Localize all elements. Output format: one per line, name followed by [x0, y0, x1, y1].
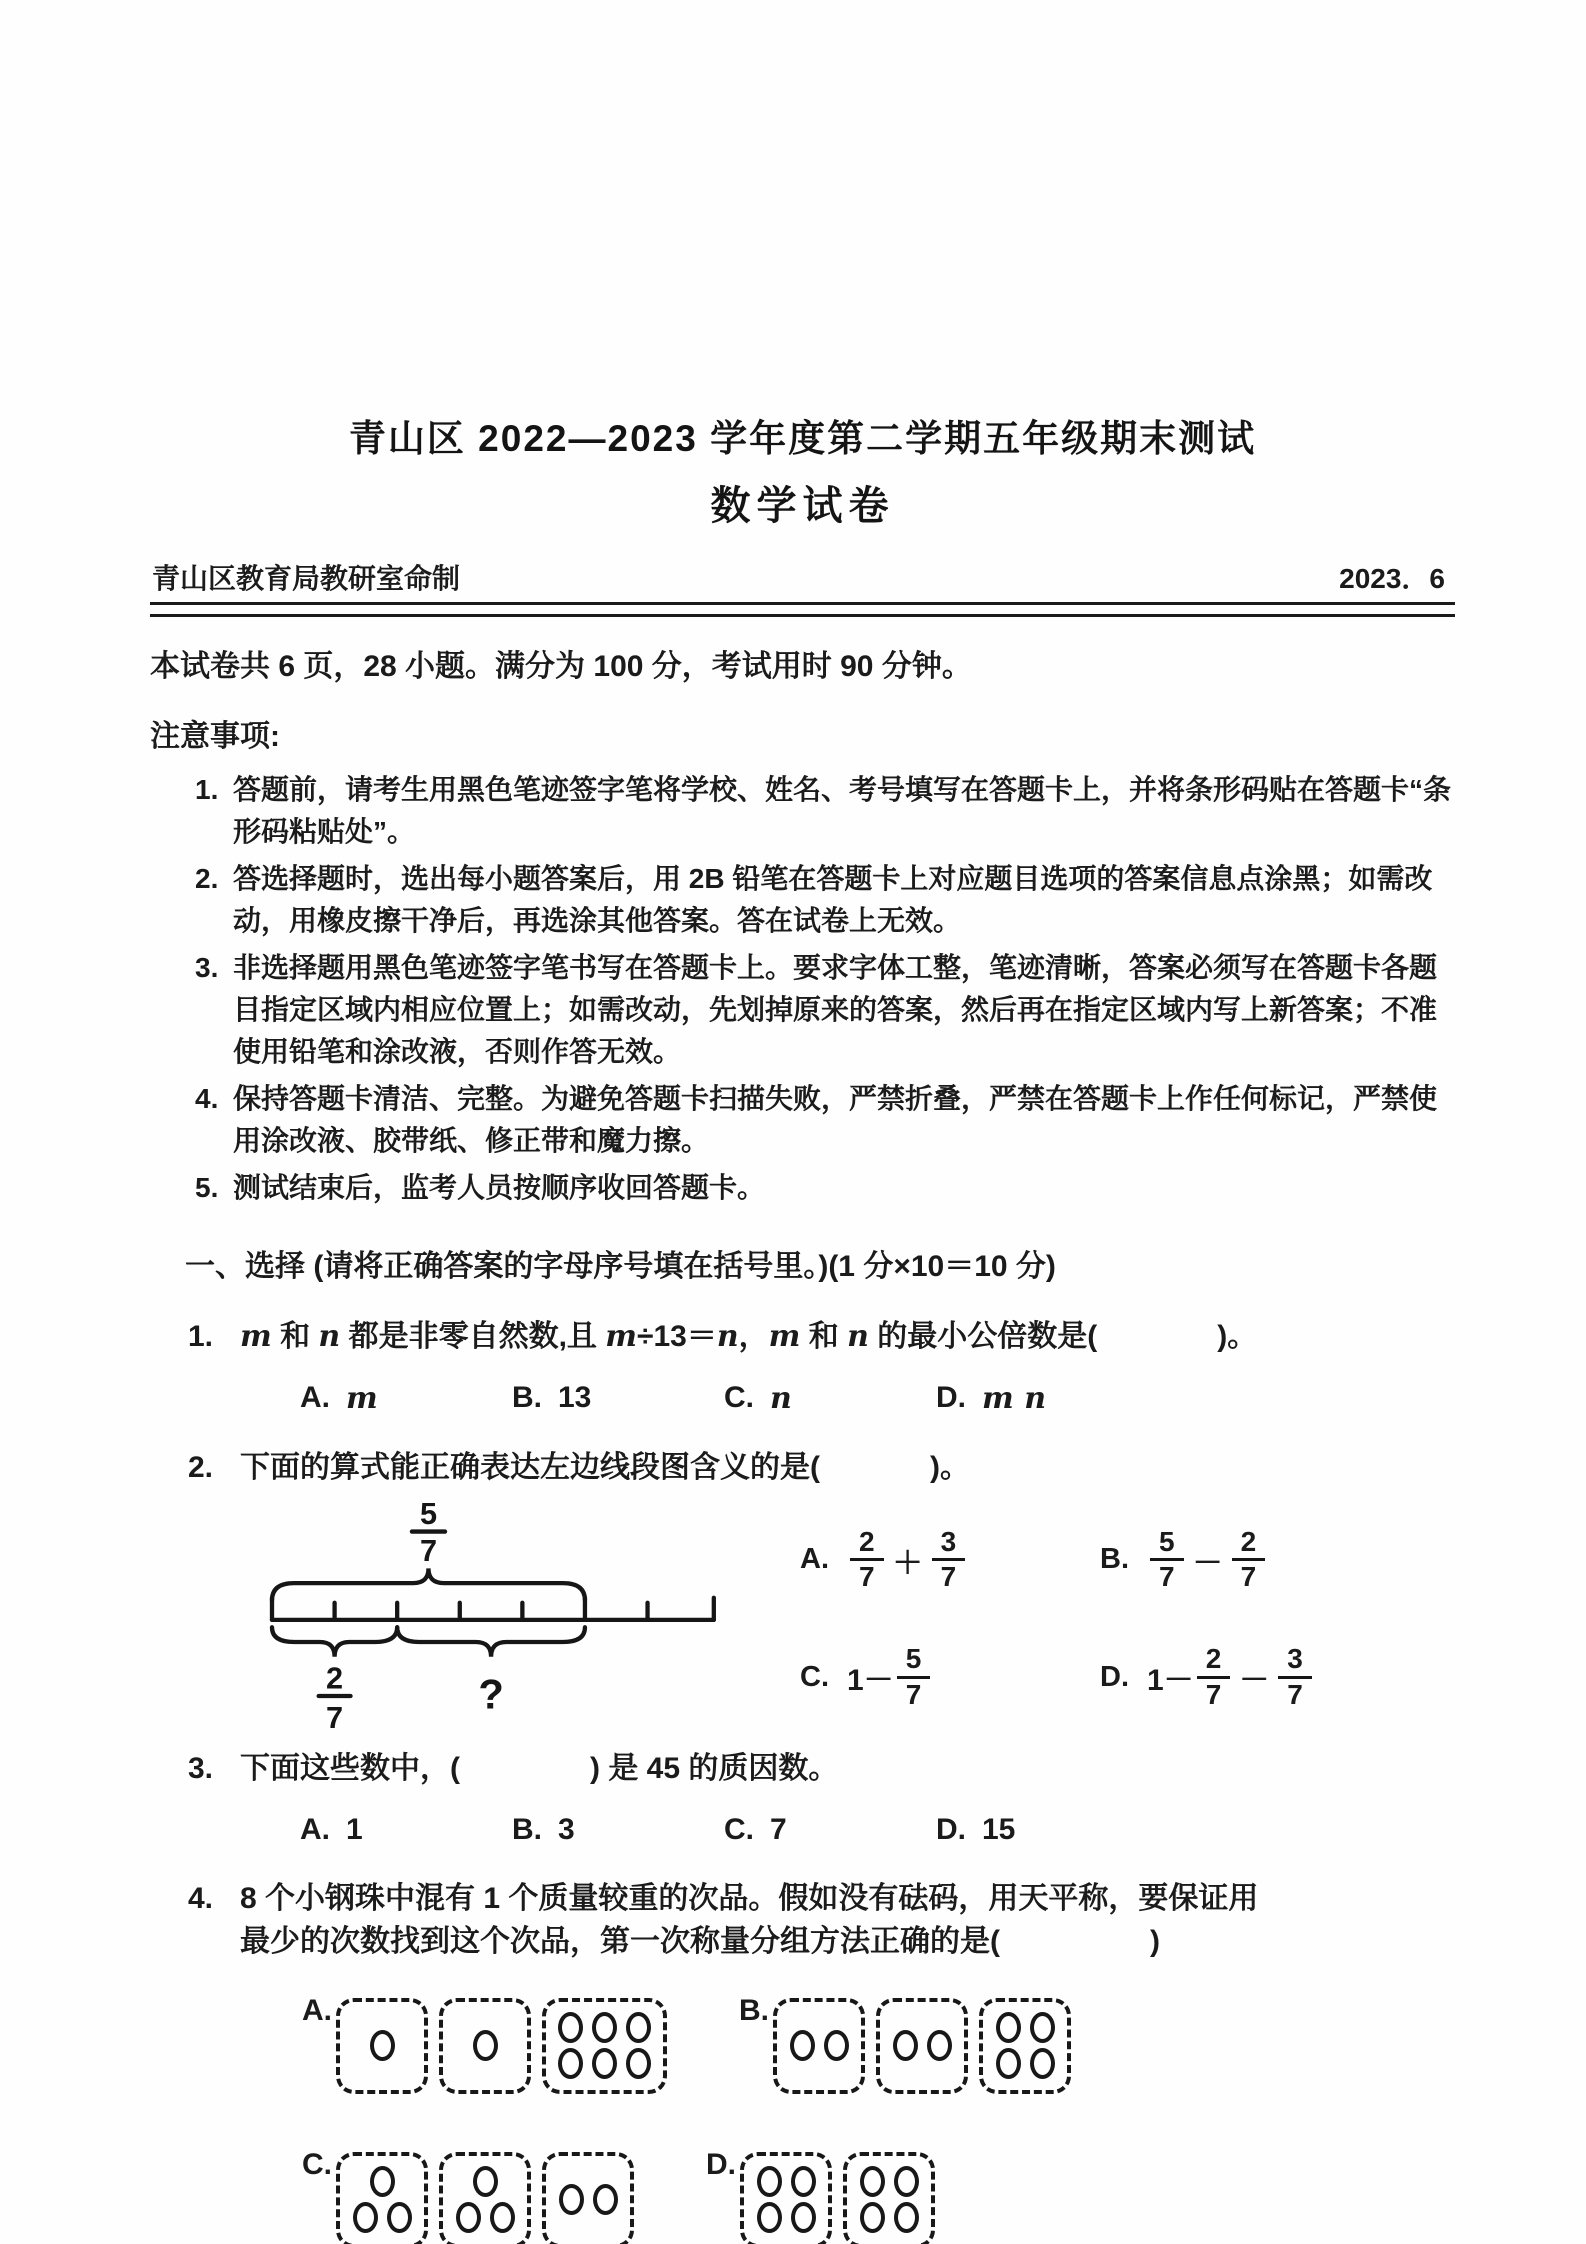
note-text: 测试结束后，监考人员按顺序收回答题卡。: [233, 1172, 766, 1203]
option-label: C.: [724, 1812, 754, 1846]
steel-ball: [893, 2030, 918, 2061]
steel-ball: [592, 2048, 617, 2079]
option-label: D.: [936, 1380, 966, 1414]
exam-date: 2023．6: [1339, 563, 1445, 594]
q2-option-a: [800, 1527, 1100, 1592]
text-segment: ，: [738, 1320, 769, 1353]
question-1-text: [240, 1320, 1097, 1353]
q4-option-group-d: [706, 2147, 935, 2244]
fraction: $\frac{3}{7}$: [1278, 1644, 1312, 1709]
dashed-group-box: [542, 2152, 634, 2244]
math-variable: m: [240, 1319, 272, 1354]
question-text: [240, 1877, 1455, 1964]
math-variable: m: [605, 1319, 637, 1354]
brace-left: [272, 1627, 397, 1656]
q4-option-group-a: [302, 1993, 667, 2094]
dashed-group-box: [773, 1998, 865, 2094]
ball-row: [370, 2030, 395, 2061]
dashed-group-box: [876, 1998, 968, 2094]
dashed-group-box: [542, 1998, 667, 2094]
option-label: B.: [512, 1812, 542, 1846]
note-text: 保持答题卡清洁、完整。为避免答题卡扫描失败，严禁折叠，严禁在答题卡上作任何标记，严禁使用涂改液、胶带纸、修正带和魔力擦。: [233, 1083, 1438, 1156]
paren-close: )。: [1217, 1320, 1258, 1353]
option-value: 15: [982, 1812, 1016, 1846]
steel-ball: [860, 2166, 885, 2197]
fraction: $\frac{5}{7}$: [897, 1644, 931, 1709]
option-label: B.: [1100, 1543, 1129, 1576]
ball-row: [996, 2048, 1055, 2079]
steel-ball: [626, 2012, 651, 2043]
option-d: [936, 1813, 1015, 1847]
q2-option-b: [1100, 1527, 1315, 1592]
question-3-text: 下面这些数中，(: [240, 1752, 460, 1785]
ball-row: [473, 2166, 498, 2197]
operator: ＋: [892, 1546, 923, 1580]
q2-option-d: [1100, 1644, 1315, 1709]
q4-group-label: C.: [302, 2147, 332, 2181]
option-d: [936, 1381, 1046, 1416]
operator: －: [1239, 1664, 1270, 1698]
brace-question: [397, 1627, 585, 1656]
steel-ball: [894, 2166, 919, 2197]
option-value: 1: [346, 1812, 363, 1846]
option-value: 7: [770, 1812, 787, 1846]
steel-ball: [757, 2202, 782, 2233]
note-item: [150, 1167, 1455, 1209]
q4-group-label: B.: [739, 1993, 769, 2027]
section-heading: 一、选择 (请将正确答案的字母序号填在括号里。)(1 分×10＝10 分): [185, 1250, 1056, 1283]
text-segment: 和: [800, 1320, 848, 1353]
text-segment: ÷13＝: [637, 1320, 717, 1353]
issuer-row: [150, 557, 1455, 605]
option-label: D.: [1100, 1660, 1129, 1693]
line-segment-diagram: [245, 1497, 785, 1733]
dashed-group-box: [336, 1998, 428, 2094]
steel-ball: [860, 2202, 885, 2233]
steel-ball: [592, 2012, 617, 2043]
steel-ball: [593, 2184, 618, 2215]
ball-row: [860, 2202, 919, 2233]
exam-subtitle: 数学试卷: [710, 484, 895, 528]
question-mark-label: ?: [478, 1670, 504, 1718]
dashed-group-box: [439, 1998, 531, 2094]
question-4-line2: 最少的次数找到这个次品，第一次称量分组方法正确的是(: [240, 1925, 1000, 1958]
option-a: [300, 1813, 512, 1847]
option-c: [724, 1381, 936, 1416]
steel-ball: [558, 2048, 583, 2079]
ball-row: [757, 2166, 816, 2197]
q4-box-set: [773, 1998, 1071, 2094]
option-a: [300, 1381, 512, 1416]
paren-close: )。: [930, 1450, 970, 1484]
ball-row: [456, 2202, 515, 2233]
leading-term: 1－: [847, 1664, 894, 1698]
question-2-text: 下面的算式能正确表达左边线段图含义的是(: [240, 1450, 820, 1484]
steel-ball: [387, 2202, 412, 2233]
steel-ball: [996, 2048, 1021, 2079]
option-value: m: [346, 1380, 378, 1416]
leading-term: 1－: [1147, 1664, 1194, 1698]
steel-ball: [996, 2012, 1021, 2043]
question-number: 3.: [188, 1752, 214, 1785]
option-label: A.: [800, 1543, 829, 1576]
question-2-body: [150, 1497, 1455, 1733]
question-text: [240, 1315, 1455, 1359]
steel-ball: [626, 2048, 651, 2079]
option-b: [512, 1381, 724, 1416]
steel-ball: [1030, 2012, 1055, 2043]
steel-ball: [791, 2166, 816, 2197]
question-4: [150, 1877, 1455, 1964]
brace-top: [272, 1568, 585, 1600]
q4-diagram-row-1: [150, 1993, 1455, 2094]
q2-option-c: [800, 1644, 1100, 1709]
question-number: 2.: [188, 1450, 214, 1484]
ball-row: [860, 2166, 919, 2197]
math-variable: n: [318, 1319, 341, 1354]
ball-row: [559, 2184, 618, 2215]
option-label: A.: [300, 1812, 330, 1846]
ball-row: [790, 2030, 849, 2061]
steel-ball: [824, 2030, 849, 2061]
note-item: [150, 769, 1455, 853]
question-2: [150, 1446, 1455, 1490]
operator: －: [1192, 1546, 1223, 1580]
q4-option-group-b: [739, 1993, 1071, 2094]
option-c: [724, 1813, 936, 1847]
fraction: $\frac{2}{7}$: [1197, 1644, 1231, 1709]
text-segment: 都是非零自然数,且: [340, 1320, 606, 1353]
note-number: 5.: [195, 1172, 219, 1203]
math-variable: m: [768, 1319, 801, 1354]
math-variable: n: [716, 1319, 739, 1354]
question-2-options: [800, 1527, 1315, 1710]
steel-ball: [490, 2202, 515, 2233]
fraction: $\frac{2}{7}$: [850, 1527, 884, 1592]
note-text: 非选择题用黑色笔迹签字笔书写在答题卡上。要求字体工整，笔迹清晰，答案必须写在答题卡各题目指定区域内相应位置上；如需改动，先划掉原来的答案，然后再在指定区域内写上新答案；不准使用铅笔和涂改液，否则作答无效。: [233, 952, 1438, 1067]
ball-row: [893, 2030, 952, 2061]
ball-row: [558, 2048, 651, 2079]
ball-row: [473, 2030, 498, 2061]
note-number: 2.: [195, 863, 219, 894]
steel-ball: [353, 2202, 378, 2233]
q4-diagram-row-2: [150, 2147, 1455, 2244]
q4-box-set: [336, 2152, 634, 2244]
steel-ball: [1030, 2048, 1055, 2079]
question-1-options: [150, 1381, 1455, 1416]
ball-row: [370, 2166, 395, 2197]
ball-row: [558, 2012, 651, 2043]
option-label: A.: [300, 1380, 330, 1414]
steel-ball: [456, 2202, 481, 2233]
paren-close: ) 是 45 的质因数。: [590, 1752, 839, 1785]
option-label: D.: [936, 1812, 966, 1846]
steel-ball: [791, 2202, 816, 2233]
dashed-group-box: [843, 2152, 935, 2244]
dashed-group-box: [740, 2152, 832, 2244]
steel-ball: [473, 2166, 498, 2197]
q4-option-group-c: [302, 2147, 634, 2244]
q4-group-label: D.: [706, 2147, 736, 2181]
steel-ball: [927, 2030, 952, 2061]
note-item: [150, 1078, 1455, 1162]
question-3: [150, 1747, 1455, 1791]
math-variable: n: [847, 1319, 869, 1354]
question-3-options: [150, 1813, 1455, 1847]
dashed-group-box: [979, 1998, 1071, 2094]
text-segment: 的最小公倍数是(: [868, 1320, 1098, 1353]
question-4-line1: 8 个小钢珠中混有 1 个质量较重的次品。假如没有砝码，用天平称，要保证用: [240, 1881, 1259, 1915]
option-label: B.: [512, 1380, 542, 1414]
left-fraction-denominator: 7: [326, 1699, 344, 1733]
ball-row: [996, 2012, 1055, 2043]
question-number: 4.: [188, 1881, 214, 1915]
option-label: C.: [800, 1660, 829, 1693]
q4-group-label: A.: [302, 1993, 332, 2027]
option-label: C.: [724, 1380, 754, 1414]
question-number: 1.: [188, 1320, 214, 1353]
note-number: 4.: [195, 1083, 219, 1114]
top-fraction-denominator: 7: [419, 1533, 438, 1568]
question-text: [240, 1446, 1455, 1490]
option-value: 13: [558, 1380, 592, 1414]
fraction: $\frac{2}{7}$: [1232, 1527, 1266, 1592]
steel-ball: [370, 2030, 395, 2061]
note-number: 1.: [195, 774, 219, 805]
steel-ball: [370, 2166, 395, 2197]
notes-title: 注意事项:: [150, 720, 280, 753]
q4-box-set: [336, 1998, 667, 2094]
fraction: $\frac{3}{7}$: [932, 1527, 966, 1592]
issuer-text: 青山区教育局教研室命制: [152, 563, 461, 594]
steel-ball: [558, 2012, 583, 2043]
ball-row: [757, 2202, 816, 2233]
text-segment: 和: [271, 1320, 319, 1353]
option-value: 3: [558, 1812, 575, 1846]
note-text: 答题前，请考生用黑色笔迹签字笔将学校、姓名、考号填写在答题卡上，并将条形码贴在答题卡“条形码粘贴处”。: [233, 774, 1452, 847]
dashed-group-box: [439, 2152, 531, 2244]
dashed-group-box: [336, 2152, 428, 2244]
exam-info: 本试卷共 6 页，28 小题。满分为 100 分，考试用时 90 分钟。: [150, 650, 972, 683]
fraction: $\frac{5}{7}$: [1150, 1527, 1184, 1592]
option-value: m n: [982, 1380, 1046, 1416]
ball-row: [353, 2202, 412, 2233]
exam-title: 青山区 2022—2023 学年度第二学期五年级期末测试: [348, 418, 1257, 459]
note-item: [150, 947, 1455, 1073]
note-number: 3.: [195, 952, 219, 983]
option-value: n: [770, 1380, 792, 1416]
steel-ball: [473, 2030, 498, 2061]
steel-ball: [790, 2030, 815, 2061]
question-1: [150, 1315, 1455, 1359]
steel-ball: [894, 2202, 919, 2233]
divider-rule: [150, 614, 1455, 617]
left-fraction-numerator: 2: [326, 1660, 344, 1696]
notes-list: [150, 769, 1455, 1209]
top-fraction-numerator: 5: [419, 1497, 438, 1532]
note-item: [150, 858, 1455, 942]
q4-box-set: [740, 2152, 935, 2244]
note-text: 答选择题时，选出每小题答案后，用 2B 铅笔在答题卡上对应题目选项的答案信息点涂黑；如需改动，用橡皮擦干净后，再选涂其他答案。答在试卷上无效。: [233, 863, 1433, 936]
steel-ball: [559, 2184, 584, 2215]
steel-ball: [757, 2166, 782, 2197]
page-content: [150, 408, 1455, 2244]
paren-close: ): [1150, 1925, 1160, 1958]
question-text: [240, 1747, 1455, 1791]
option-b: [512, 1813, 724, 1847]
